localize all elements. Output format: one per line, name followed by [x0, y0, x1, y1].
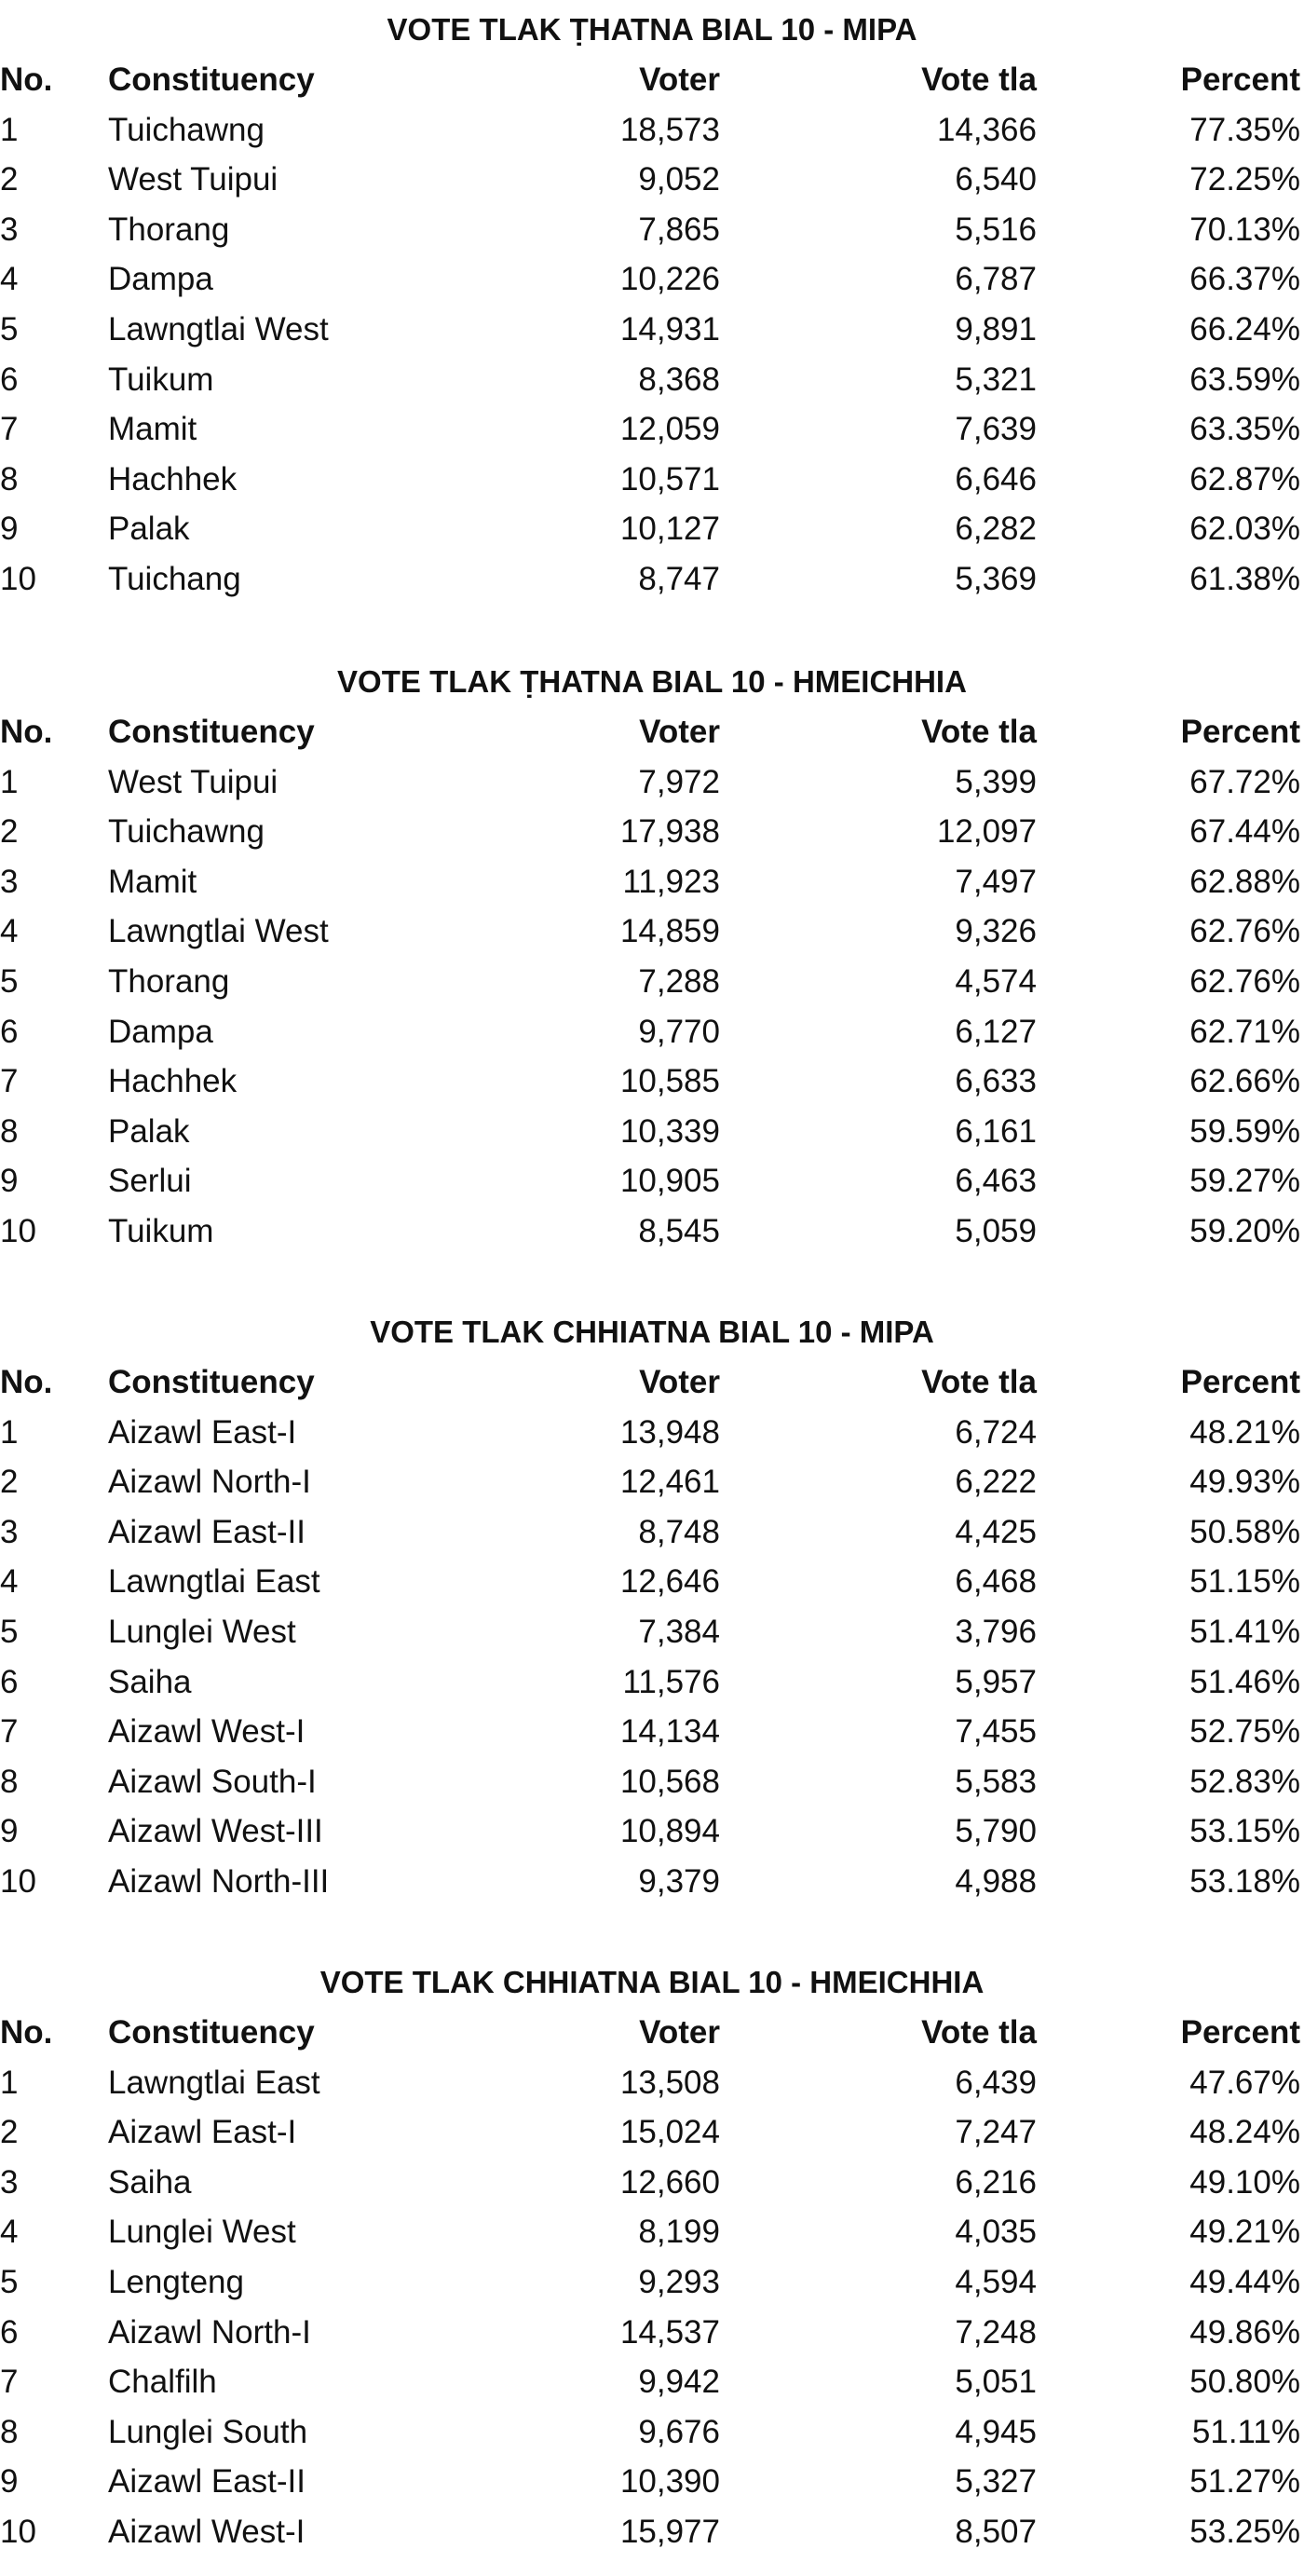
row-no: 6 — [0, 1663, 19, 1700]
table-row — [0, 1206, 1304, 1257]
vote-tla-count: 7,247 — [955, 2114, 1037, 2151]
constituency-name: Tuichawng — [108, 813, 265, 851]
voter-count: 7,384 — [638, 1613, 720, 1650]
row-no: 4 — [0, 2214, 19, 2251]
row-no: 3 — [0, 2163, 19, 2201]
voter-count: 14,537 — [619, 2313, 720, 2351]
vote-tla-count: 6,646 — [955, 460, 1037, 497]
vote-tla-count: 6,787 — [955, 261, 1037, 298]
vote-percent: 52.83% — [1189, 1763, 1300, 1800]
voter-count: 18,573 — [619, 111, 720, 148]
voter-count: 13,508 — [619, 2064, 720, 2101]
row-no: 3 — [0, 1513, 19, 1550]
constituency-name: Thorang — [108, 211, 230, 248]
vote-percent: 62.76% — [1189, 962, 1300, 1000]
constituency-name: Lunglei West — [108, 2214, 296, 2251]
table-section-top-female — [0, 657, 1304, 1257]
row-no: 8 — [0, 460, 19, 497]
constituency-name: Lawngtlai West — [108, 913, 329, 950]
constituency-name: West Tuipui — [108, 161, 278, 198]
voter-count: 11,923 — [622, 863, 720, 900]
table-header-row — [0, 707, 1304, 757]
table-row — [0, 1707, 1304, 1757]
constituency-name: Thorang — [108, 962, 230, 1000]
table-header-row — [0, 2008, 1304, 2058]
constituency-name: Aizawl East-II — [108, 1513, 306, 1550]
voter-count: 8,748 — [638, 1513, 720, 1550]
voter-count: 8,545 — [638, 1212, 720, 1249]
vote-percent: 63.59% — [1189, 361, 1300, 398]
vote-tla-count: 4,035 — [955, 2214, 1037, 2251]
vote-tla-count: 7,248 — [955, 2313, 1037, 2351]
vote-tla-count: 5,321 — [955, 361, 1037, 398]
table-row — [0, 1457, 1304, 1507]
vote-percent: 67.72% — [1189, 763, 1300, 800]
table-row — [0, 254, 1304, 305]
row-no: 8 — [0, 2413, 19, 2450]
vote-percent: 67.44% — [1189, 813, 1300, 851]
constituency-name: Aizawl North-III — [108, 1862, 330, 1900]
voter-count: 8,199 — [638, 2214, 720, 2251]
vote-percent: 51.46% — [1189, 1663, 1300, 1700]
vote-percent: 50.80% — [1189, 2364, 1300, 2401]
table-row — [0, 2058, 1304, 2108]
voter-count: 11,576 — [622, 1663, 720, 1700]
table-row — [0, 757, 1304, 808]
row-no: 2 — [0, 161, 19, 198]
header-vote-tla: Vote tla — [921, 1364, 1037, 1400]
vote-percent: 49.86% — [1189, 2313, 1300, 2351]
vote-percent: 77.35% — [1189, 111, 1300, 148]
table-body — [0, 757, 1304, 1257]
header-voter: Voter — [639, 2014, 720, 2051]
table-row — [0, 1757, 1304, 1807]
header-percent: Percent — [1180, 2014, 1300, 2051]
constituency-name: Tuichang — [108, 560, 241, 597]
vote-percent: 62.76% — [1189, 913, 1300, 950]
table-row — [0, 2357, 1304, 2407]
row-no: 3 — [0, 863, 19, 900]
row-no: 9 — [0, 2463, 19, 2501]
vote-tla-count: 4,945 — [955, 2413, 1037, 2450]
header-percent: Percent — [1180, 714, 1300, 750]
voter-count: 7,865 — [638, 211, 720, 248]
vote-tla-count: 3,796 — [955, 1613, 1037, 1650]
table-row — [0, 857, 1304, 907]
voter-count: 12,646 — [619, 1563, 720, 1601]
constituency-name: Tuikum — [108, 1212, 214, 1249]
voter-count: 12,059 — [619, 411, 720, 448]
voter-count: 10,894 — [619, 1813, 720, 1850]
row-no: 9 — [0, 1163, 19, 1200]
table-row — [0, 1408, 1304, 1458]
row-no: 10 — [0, 1212, 36, 1249]
vote-tla-count: 9,891 — [955, 310, 1037, 348]
header-vote-tla: Vote tla — [921, 714, 1037, 750]
vote-percent: 47.67% — [1189, 2064, 1300, 2101]
vote-percent: 53.18% — [1189, 1862, 1300, 1900]
vote-tla-count: 5,399 — [955, 763, 1037, 800]
vote-tla-count: 4,425 — [955, 1513, 1037, 1550]
voter-count: 7,288 — [638, 962, 720, 1000]
vote-tla-count: 8,507 — [955, 2513, 1037, 2550]
vote-percent: 59.20% — [1189, 1212, 1300, 1249]
table-row — [0, 957, 1304, 1007]
row-no: 2 — [0, 1464, 19, 1501]
table-section-bottom-female — [0, 1957, 1304, 2557]
vote-tla-count: 6,222 — [955, 1464, 1037, 1501]
table-row — [0, 2308, 1304, 2358]
header-percent: Percent — [1180, 1364, 1300, 1400]
voter-count: 10,585 — [619, 1063, 720, 1100]
vote-percent: 51.15% — [1189, 1563, 1300, 1601]
constituency-name: Hachhek — [108, 460, 238, 497]
constituency-name: Lawngtlai East — [108, 2064, 320, 2101]
vote-percent: 50.58% — [1189, 1513, 1300, 1550]
voter-count: 14,859 — [619, 913, 720, 950]
vote-percent: 49.10% — [1189, 2163, 1300, 2201]
table-body — [0, 105, 1304, 605]
row-no: 1 — [0, 2064, 19, 2101]
table-section-bottom-male — [0, 1307, 1304, 1907]
constituency-name: Serlui — [108, 1163, 192, 1200]
vote-percent: 48.21% — [1189, 1413, 1300, 1451]
vote-tla-count: 6,468 — [955, 1563, 1037, 1601]
header-constituency: Constituency — [108, 61, 315, 98]
table-row — [0, 2158, 1304, 2208]
voter-count: 8,368 — [638, 361, 720, 398]
vote-tla-count: 6,633 — [955, 1063, 1037, 1100]
constituency-name: Aizawl East-I — [108, 2114, 297, 2151]
voter-count: 15,977 — [619, 2513, 720, 2550]
vote-percent: 52.75% — [1189, 1713, 1300, 1751]
vote-tla-count: 6,540 — [955, 161, 1037, 198]
table-row — [0, 205, 1304, 255]
table-row — [0, 105, 1304, 156]
header-constituency: Constituency — [108, 1364, 315, 1400]
voter-count: 9,770 — [638, 1013, 720, 1050]
vote-tla-count: 6,161 — [955, 1112, 1037, 1150]
constituency-name: Lunglei South — [108, 2413, 308, 2450]
vote-percent: 49.44% — [1189, 2263, 1300, 2300]
voter-count: 13,948 — [619, 1413, 720, 1451]
row-no: 7 — [0, 2364, 19, 2401]
constituency-name: Palak — [108, 511, 190, 548]
vote-percent: 72.25% — [1189, 161, 1300, 198]
voter-count: 10,390 — [619, 2463, 720, 2501]
vote-percent: 62.66% — [1189, 1063, 1300, 1100]
vote-percent: 62.71% — [1189, 1013, 1300, 1050]
voter-count: 9,676 — [638, 2413, 720, 2450]
row-no: 5 — [0, 2263, 19, 2300]
vote-percent: 51.41% — [1189, 1613, 1300, 1650]
constituency-name: Lunglei West — [108, 1613, 296, 1650]
constituency-name: Mamit — [108, 411, 197, 448]
row-no: 9 — [0, 1813, 19, 1850]
voter-count: 17,938 — [619, 813, 720, 851]
constituency-name: Dampa — [108, 1013, 213, 1050]
row-no: 6 — [0, 361, 19, 398]
row-no: 1 — [0, 763, 19, 800]
table-row — [0, 1657, 1304, 1708]
voter-count: 12,461 — [619, 1464, 720, 1501]
voter-count: 15,024 — [619, 2114, 720, 2151]
table-row — [0, 807, 1304, 857]
row-no: 2 — [0, 2114, 19, 2151]
header-no: No. — [0, 61, 53, 98]
vote-tla-count: 6,724 — [955, 1413, 1037, 1451]
table-row — [0, 404, 1304, 455]
row-no: 5 — [0, 962, 19, 1000]
table-row — [0, 1607, 1304, 1657]
row-no: 10 — [0, 1862, 36, 1900]
table-body — [0, 2058, 1304, 2557]
constituency-name: Chalfilh — [108, 2364, 217, 2401]
section-title: VOTE TLAK ṬHATNA BIAL 10 - MIPA — [387, 12, 917, 47]
header-constituency: Constituency — [108, 2014, 315, 2051]
vote-tla-count: 6,216 — [955, 2163, 1037, 2201]
voter-count: 10,905 — [619, 1163, 720, 1200]
vote-tla-count: 6,439 — [955, 2064, 1037, 2101]
vote-percent: 51.27% — [1189, 2463, 1300, 2501]
constituency-name: West Tuipui — [108, 763, 278, 800]
header-percent: Percent — [1180, 61, 1300, 98]
constituency-name: Aizawl West-I — [108, 2513, 306, 2550]
vote-percent: 59.59% — [1189, 1112, 1300, 1150]
vote-tla-count: 4,594 — [955, 2263, 1037, 2300]
voter-count: 7,972 — [638, 763, 720, 800]
table-row — [0, 305, 1304, 355]
voter-count: 10,226 — [619, 261, 720, 298]
vote-percent: 66.37% — [1189, 261, 1300, 298]
constituency-name: Aizawl East-II — [108, 2463, 306, 2501]
header-voter: Voter — [639, 61, 720, 98]
section-title: VOTE TLAK ṬHATNA BIAL 10 - HMEICHHIA — [337, 664, 967, 699]
constituency-name: Tuikum — [108, 361, 214, 398]
constituency-name: Palak — [108, 1112, 190, 1150]
vote-percent: 48.24% — [1189, 2114, 1300, 2151]
vote-percent: 51.11% — [1191, 2413, 1300, 2450]
constituency-name: Aizawl North-I — [108, 2313, 311, 2351]
header-vote-tla: Vote tla — [921, 61, 1037, 98]
row-no: 10 — [0, 560, 36, 597]
row-no: 6 — [0, 1013, 19, 1050]
voter-count: 8,747 — [638, 560, 720, 597]
vote-tla-count: 5,583 — [955, 1763, 1037, 1800]
row-no: 7 — [0, 1063, 19, 1100]
row-no: 3 — [0, 211, 19, 248]
vote-tla-count: 6,282 — [955, 511, 1037, 548]
table-row — [0, 1056, 1304, 1107]
constituency-name: Aizawl East-I — [108, 1413, 297, 1451]
row-no: 2 — [0, 813, 19, 851]
row-no: 6 — [0, 2313, 19, 2351]
table-row — [0, 2507, 1304, 2557]
vote-percent: 62.87% — [1189, 460, 1300, 497]
voter-count: 10,127 — [619, 511, 720, 548]
vote-tla-count: 14,366 — [936, 111, 1037, 148]
vote-tla-count: 5,059 — [955, 1212, 1037, 1249]
table-body — [0, 1408, 1304, 1907]
voter-count: 12,660 — [619, 2163, 720, 2201]
row-no: 1 — [0, 1413, 19, 1451]
row-no: 8 — [0, 1763, 19, 1800]
row-no: 9 — [0, 511, 19, 548]
constituency-name: Aizawl South-I — [108, 1763, 317, 1800]
constituency-name: Lawngtlai East — [108, 1563, 320, 1601]
vote-tla-count: 4,988 — [955, 1862, 1037, 1900]
row-no: 4 — [0, 913, 19, 950]
vote-tla-count: 5,369 — [955, 560, 1037, 597]
vote-tla-count: 6,463 — [955, 1163, 1037, 1200]
constituency-name: Dampa — [108, 261, 213, 298]
vote-tla-count: 12,097 — [936, 813, 1037, 851]
table-row — [0, 1806, 1304, 1857]
vote-tla-count: 5,327 — [955, 2463, 1037, 2501]
vote-tla-count: 5,516 — [955, 211, 1037, 248]
vote-tla-count: 9,326 — [955, 913, 1037, 950]
table-row — [0, 1007, 1304, 1057]
header-voter: Voter — [639, 1364, 720, 1400]
table-row — [0, 2207, 1304, 2257]
table-row — [0, 906, 1304, 957]
row-no: 4 — [0, 1563, 19, 1601]
table-row — [0, 2257, 1304, 2308]
vote-percent: 66.24% — [1189, 310, 1300, 348]
table-row — [0, 1857, 1304, 1907]
constituency-name: Tuichawng — [108, 111, 265, 148]
constituency-name: Saiha — [108, 2163, 192, 2201]
table-row — [0, 2407, 1304, 2458]
vote-percent: 62.03% — [1189, 511, 1300, 548]
vote-tla-count: 7,497 — [955, 863, 1037, 900]
row-no: 4 — [0, 261, 19, 298]
header-vote-tla: Vote tla — [921, 2014, 1037, 2051]
vote-tla-count: 6,127 — [955, 1013, 1037, 1050]
vote-tla-count: 4,574 — [955, 962, 1037, 1000]
table-row — [0, 1156, 1304, 1206]
table-row — [0, 355, 1304, 405]
section-title: VOTE TLAK CHHIATNA BIAL 10 - MIPA — [370, 1315, 934, 1349]
table-header-row — [0, 1357, 1304, 1408]
table-row — [0, 1507, 1304, 1558]
vote-percent: 62.88% — [1189, 863, 1300, 900]
row-no: 7 — [0, 1713, 19, 1751]
voter-count: 14,134 — [619, 1713, 720, 1751]
header-no: No. — [0, 1364, 53, 1400]
constituency-name: Aizawl West-III — [108, 1813, 323, 1850]
vote-percent: 53.25% — [1189, 2513, 1300, 2550]
voter-count: 10,571 — [619, 460, 720, 497]
constituency-name: Lengteng — [108, 2263, 244, 2300]
vote-tla-count: 5,790 — [955, 1813, 1037, 1850]
table-section-top-male — [0, 5, 1304, 605]
table-row — [0, 1557, 1304, 1607]
vote-percent: 59.27% — [1189, 1163, 1300, 1200]
row-no: 7 — [0, 411, 19, 448]
row-no: 5 — [0, 1613, 19, 1650]
header-voter: Voter — [639, 714, 720, 750]
constituency-name: Aizawl West-I — [108, 1713, 306, 1751]
row-no: 5 — [0, 310, 19, 348]
row-no: 10 — [0, 2513, 36, 2550]
vote-tla-count: 7,455 — [955, 1713, 1037, 1751]
table-row — [0, 554, 1304, 605]
header-no: No. — [0, 2014, 53, 2051]
voter-count: 9,052 — [638, 161, 720, 198]
constituency-name: Hachhek — [108, 1063, 238, 1100]
table-row — [0, 1107, 1304, 1157]
row-no: 1 — [0, 111, 19, 148]
voter-count: 10,339 — [619, 1112, 720, 1150]
constituency-name: Lawngtlai West — [108, 310, 329, 348]
table-row — [0, 155, 1304, 205]
vote-tla-count: 7,639 — [955, 411, 1037, 448]
table-header-row — [0, 55, 1304, 105]
vote-percent: 49.21% — [1189, 2214, 1300, 2251]
constituency-name: Mamit — [108, 863, 197, 900]
table-row — [0, 504, 1304, 554]
vote-percent: 53.15% — [1189, 1813, 1300, 1850]
table-row — [0, 2107, 1304, 2158]
row-no: 8 — [0, 1112, 19, 1150]
vote-percent: 61.38% — [1189, 560, 1300, 597]
header-constituency: Constituency — [108, 714, 315, 750]
vote-tla-count: 5,957 — [955, 1663, 1037, 1700]
constituency-name: Saiha — [108, 1663, 192, 1700]
header-no: No. — [0, 714, 53, 750]
voter-count: 9,942 — [638, 2364, 720, 2401]
section-title: VOTE TLAK CHHIATNA BIAL 10 - HMEICHHIA — [319, 1965, 985, 1999]
voter-count: 9,293 — [638, 2263, 720, 2300]
constituency-name: Aizawl North-I — [108, 1464, 311, 1501]
vote-percent: 63.35% — [1189, 411, 1300, 448]
vote-percent: 49.93% — [1189, 1464, 1300, 1501]
table-row — [0, 455, 1304, 505]
voter-count: 14,931 — [619, 310, 720, 348]
vote-tla-count: 5,051 — [955, 2364, 1037, 2401]
voter-count: 10,568 — [619, 1763, 720, 1800]
vote-percent: 70.13% — [1189, 211, 1300, 248]
voter-count: 9,379 — [638, 1862, 720, 1900]
table-row — [0, 2457, 1304, 2507]
